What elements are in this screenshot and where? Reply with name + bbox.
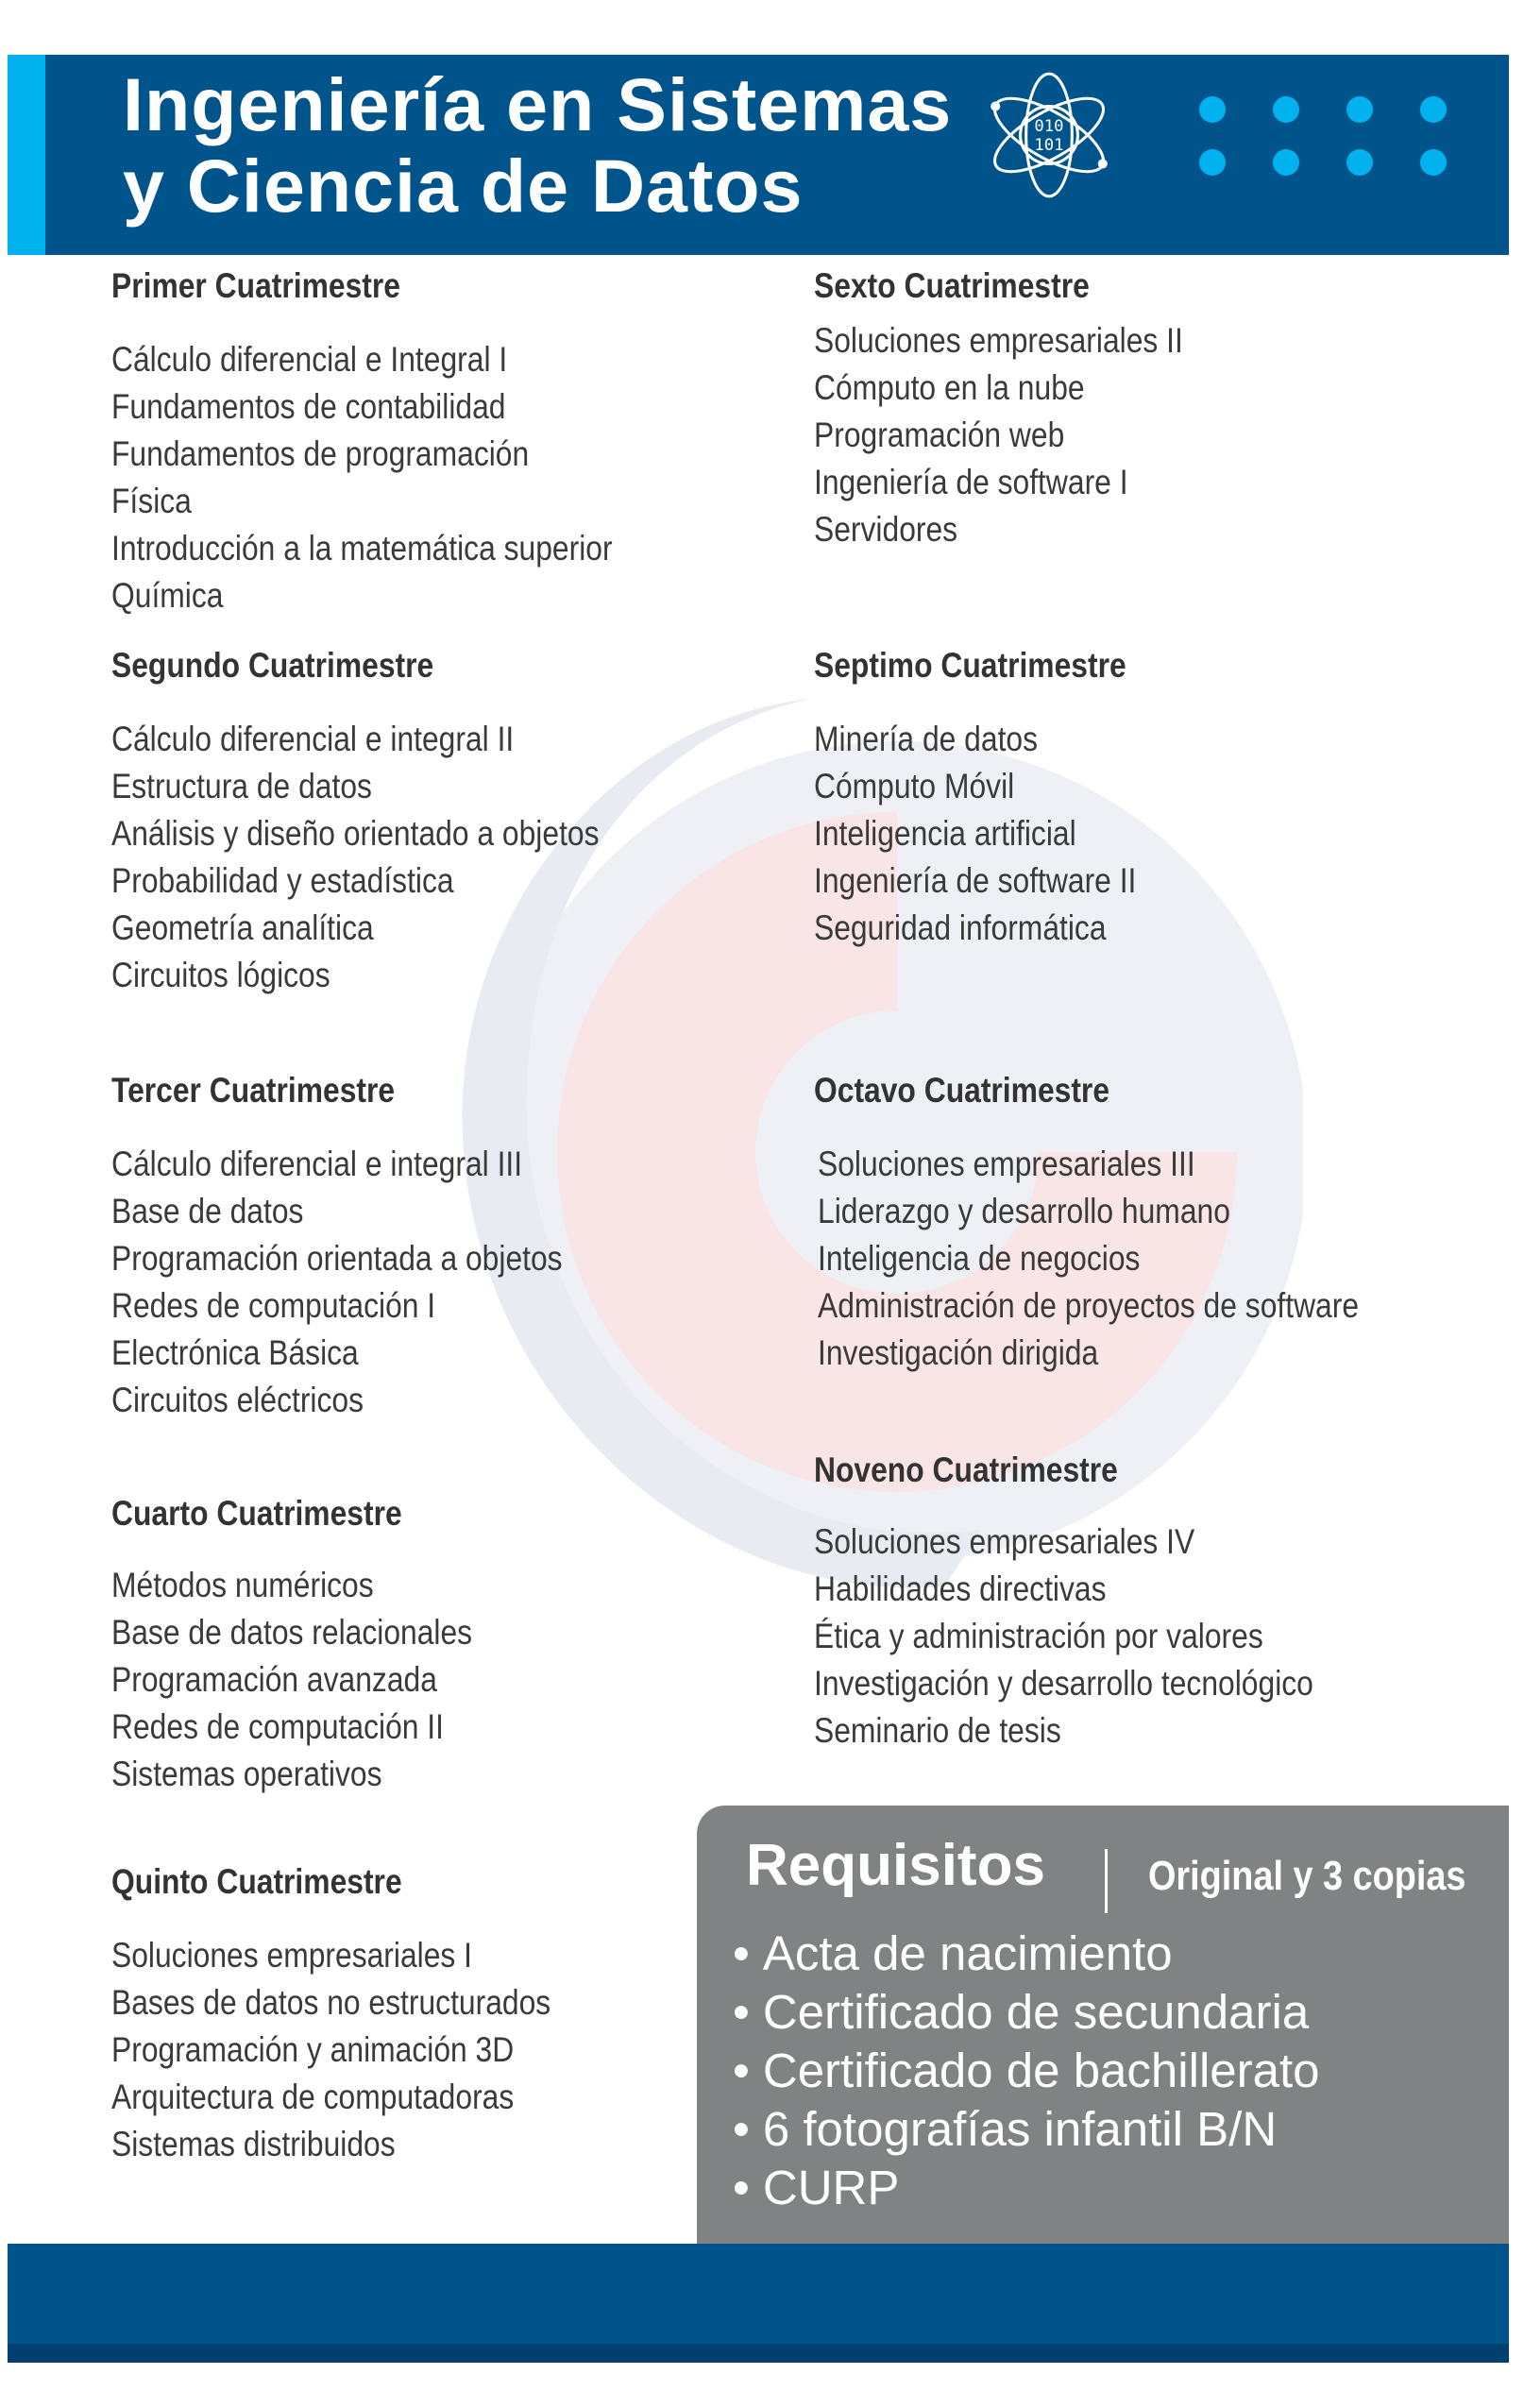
semester-4 [111,1494,531,1798]
requirements-list [733,1925,1320,2217]
page-title-line-2: y Ciencia de Datos [123,144,804,228]
requirement-item [733,2159,1320,2217]
subject-item: Cómputo Móvil [814,767,1015,805]
requirement-text: Certificado de secundaria [762,1985,1310,2039]
semester-title: Segundo Cuatrimestre [111,646,434,685]
subject-item: Sistemas operativos [111,1755,382,1793]
subject-item: Fundamentos de programación [111,434,530,473]
subject-item: Introducción a la matemática superior [111,529,613,568]
subject-item: Arquitectura de computadoras [111,2077,515,2116]
semester-title: Primer Cuatrimestre [111,266,400,305]
bullet: • [733,2102,750,2156]
subject-item: Programación orientada a objetos [111,1239,563,1278]
subject-list [818,1141,1447,1377]
subject-item: Redes de computación II [111,1707,444,1746]
subject-item: Base de datos relacionales [111,1613,473,1652]
subject-item: Estructura de datos [111,767,372,805]
header-banner [8,55,1509,255]
dot [1273,96,1299,123]
requirements-subtitle: Original y 3 copias [1148,1853,1466,1899]
semester-2 [111,646,679,999]
requirements-divider [1105,1849,1108,1913]
dot [1346,149,1373,176]
subject-item: Minería de datos [814,720,1039,758]
semester-title: Noveno Cuatrimestre [814,1450,1118,1489]
semester-title: Sexto Cuatrimestre [814,266,1090,305]
requirement-text: CURP [762,2161,900,2214]
subject-item: Ingeniería de software II [814,861,1137,900]
subject-list [111,716,679,999]
atom-binary-icon [982,68,1116,202]
dot [1199,96,1226,123]
subject-item: Geometría analítica [111,908,374,947]
subject-item: Bases de datos no estructurados [111,1983,551,2022]
semester-5 [111,1862,622,2168]
atom-icon-bits-top: 010 [1034,116,1064,136]
subject-item: Soluciones empresariales I [111,1936,473,1975]
dot [1273,149,1299,176]
subject-list [814,317,1244,553]
subject-item: Métodos numéricos [111,1566,374,1604]
page-title [123,64,952,227]
semester-9 [814,1450,1395,1755]
requirement-item [733,1925,1320,1983]
subject-item: Investigación dirigida [818,1333,1099,1372]
requirement-item [733,2042,1320,2100]
subject-item: Inteligencia artificial [814,814,1076,853]
subject-list [814,716,1189,952]
subject-item: Electrónica Básica [111,1333,359,1372]
subject-item: Probabilidad y estadística [111,861,454,900]
semester-8 [814,1071,1447,1377]
subject-item: Liderazgo y desarrollo humano [818,1192,1230,1230]
semester-title: Quinto Cuatrimestre [111,1862,402,1901]
requirement-text: Certificado de bachillerato [762,2043,1320,2097]
footer-stripe [8,2344,1509,2363]
subject-item: Química [111,576,224,615]
subject-item: Circuitos eléctricos [111,1381,364,1419]
footer-bar [8,2244,1509,2363]
subject-item: Programación y animación 3D [111,2030,515,2069]
subject-item: Cálculo diferencial e integral III [111,1145,523,1183]
subject-item: Física [111,482,192,520]
subject-item: Seguridad informática [814,908,1107,947]
subject-item: Sistemas distribuidos [111,2125,396,2163]
semester-title: Tercer Cuatrimestre [111,1071,396,1110]
dot [1420,96,1447,123]
subject-list [111,336,694,619]
dot [1420,149,1447,176]
requirement-text: Acta de nacimiento [762,1926,1173,1980]
subject-item: Soluciones empresariales IV [814,1522,1195,1561]
dot [1346,96,1373,123]
header-accent-bar [8,55,45,255]
semester-title: Octavo Cuatrimestre [814,1071,1110,1110]
subject-item: Ingeniería de software I [814,463,1128,501]
subject-item: Base de datos [111,1192,304,1230]
bullet: • [733,2161,750,2214]
bullet: • [733,1926,750,1980]
semester-6 [814,266,1244,553]
requirements-panel [697,1806,1509,2244]
semester-title: Cuarto Cuatrimestre [111,1494,402,1533]
subject-item: Soluciones empresariales III [818,1145,1195,1183]
subject-item: Programación avanzada [111,1660,437,1699]
page-title-line-1: Ingeniería en Sistemas [123,62,953,146]
subject-item: Seminario de tesis [814,1711,1061,1750]
bullet: • [733,2043,750,2097]
subject-list [814,1518,1395,1755]
subject-item: Administración de proyectos de software [818,1286,1360,1325]
subject-list [111,1141,635,1424]
requirement-item [733,2100,1320,2159]
subject-item: Cálculo diferencial e integral II [111,720,515,758]
requirement-text: 6 fotografías infantil B/N [762,2102,1278,2156]
subject-item: Inteligencia de negocios [818,1239,1141,1278]
subject-list [111,1932,622,2168]
requirement-item [733,1983,1320,2042]
subject-item: Soluciones empresariales II [814,321,1183,360]
subject-item: Investigación y desarrollo tecnológico [814,1664,1313,1703]
decorative-dots [1199,96,1501,200]
subject-list [111,1562,531,1798]
subject-item: Cómputo en la nube [814,368,1085,407]
subject-item: Programación web [814,415,1065,454]
requirements-title: Requisitos [746,1833,1045,1898]
semester-1 [111,266,694,619]
subject-item: Ética y administración por valores [814,1617,1263,1655]
atom-icon-bits-bottom: 101 [1034,136,1064,156]
subject-item: Fundamentos de contabilidad [111,387,506,426]
subject-item: Análisis y diseño orientado a objetos [111,814,600,853]
subject-item: Cálculo diferencial e Integral I [111,340,508,379]
semester-7 [814,646,1189,952]
subject-item: Habilidades directivas [814,1569,1107,1608]
subject-item: Servidores [814,510,958,549]
bullet: • [733,1985,750,2039]
semester-3 [111,1071,635,1424]
subject-item: Circuitos lógicos [111,956,330,994]
semester-title: Septimo Cuatrimestre [814,646,1126,685]
dot [1199,149,1226,176]
subject-item: Redes de computación I [111,1286,436,1325]
